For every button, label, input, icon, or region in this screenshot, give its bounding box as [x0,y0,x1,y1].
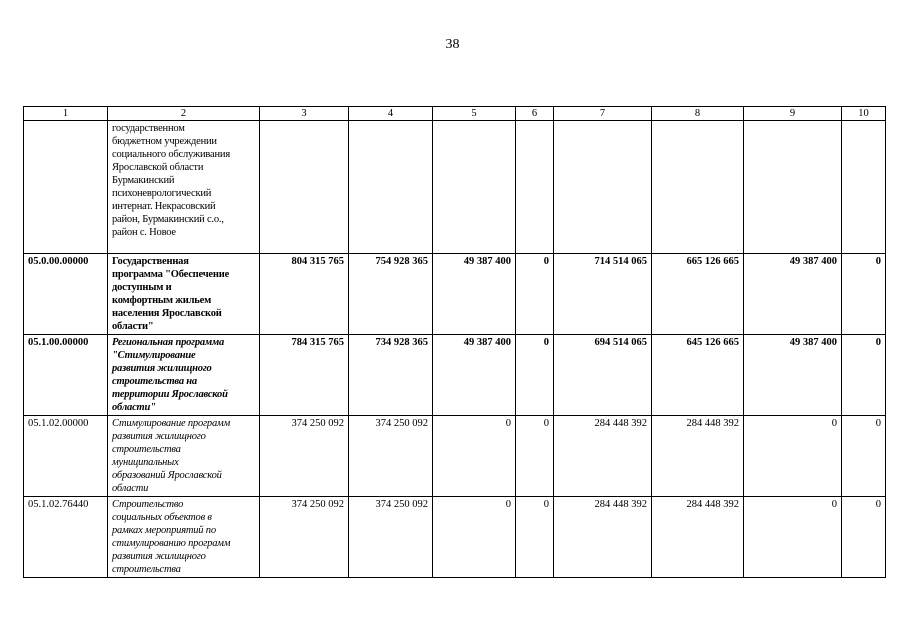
cell-value: 0 [842,416,886,497]
cell-value: 0 [744,416,842,497]
cell-value: 284 448 392 [554,497,652,578]
cell-value: 0 [842,497,886,578]
cell-value: 374 250 092 [349,416,433,497]
budget-table [23,106,886,578]
cell-value: 714 514 065 [554,254,652,335]
cell-value: 754 928 365 [349,254,433,335]
column-header: 2 [108,107,260,121]
table-row [24,335,886,416]
cell-value: 284 448 392 [554,416,652,497]
cell-code: 05.1.02.00000 [24,416,108,497]
table-row [24,416,886,497]
cell-value: 374 250 092 [260,497,349,578]
cell-value: 284 448 392 [652,416,744,497]
cell-code: 05.1.00.00000 [24,335,108,416]
cell-value [652,121,744,254]
table-row [24,254,886,335]
column-header: 5 [433,107,516,121]
cell-value: 0 [433,497,516,578]
table-row [24,497,886,578]
cell-value: 49 387 400 [433,254,516,335]
cell-value [744,121,842,254]
cell-value: 665 126 665 [652,254,744,335]
column-header: 4 [349,107,433,121]
column-header: 8 [652,107,744,121]
cell-value: 374 250 092 [349,497,433,578]
cell-value: 0 [842,335,886,416]
cell-name: Региональная программа "Стимулирование развития жилищного строительства на территории Ярославской области" [108,335,260,416]
column-header: 10 [842,107,886,121]
cell-value: 374 250 092 [260,416,349,497]
cell-name: Строительство социальных объектов в рамках мероприятий по стимулированию программ развития жилищного строительства [108,497,260,578]
cell-name: Государственная программа "Обеспечение доступным и комфортным жильем населения Ярославской области" [108,254,260,335]
column-header: 3 [260,107,349,121]
cell-value [554,121,652,254]
cell-value: 0 [516,335,554,416]
cell-value [260,121,349,254]
column-header: 9 [744,107,842,121]
table-row [24,121,886,254]
cell-value: 734 928 365 [349,335,433,416]
cell-value: 0 [516,416,554,497]
cell-code: 05.1.02.76440 [24,497,108,578]
cell-value: 804 315 765 [260,254,349,335]
cell-value: 0 [744,497,842,578]
cell-value [433,121,516,254]
page-number: 38 [445,37,460,52]
cell-name: Стимулирование программ развития жилищного строительства муниципальных образований Ярославской области [108,416,260,497]
cell-value: 0 [433,416,516,497]
cell-value [516,121,554,254]
cell-value: 49 387 400 [744,254,842,335]
cell-name: государственном бюджетном учреждении социального обслуживания Ярославской области Бурмакинский психоневрологический интернат. Некрасовский район, Бурмакинский с.о., район с. Новое [108,121,260,254]
cell-value: 0 [516,254,554,335]
cell-code: 05.0.00.00000 [24,254,108,335]
cell-value: 0 [516,497,554,578]
cell-value: 784 315 765 [260,335,349,416]
cell-value: 49 387 400 [744,335,842,416]
cell-value [842,121,886,254]
cell-value: 694 514 065 [554,335,652,416]
column-header: 1 [24,107,108,121]
column-header: 6 [516,107,554,121]
cell-value: 284 448 392 [652,497,744,578]
cell-code [24,121,108,254]
cell-value: 645 126 665 [652,335,744,416]
cell-value: 0 [842,254,886,335]
column-number-row [24,107,886,121]
cell-value [349,121,433,254]
column-header: 7 [554,107,652,121]
cell-value: 49 387 400 [433,335,516,416]
